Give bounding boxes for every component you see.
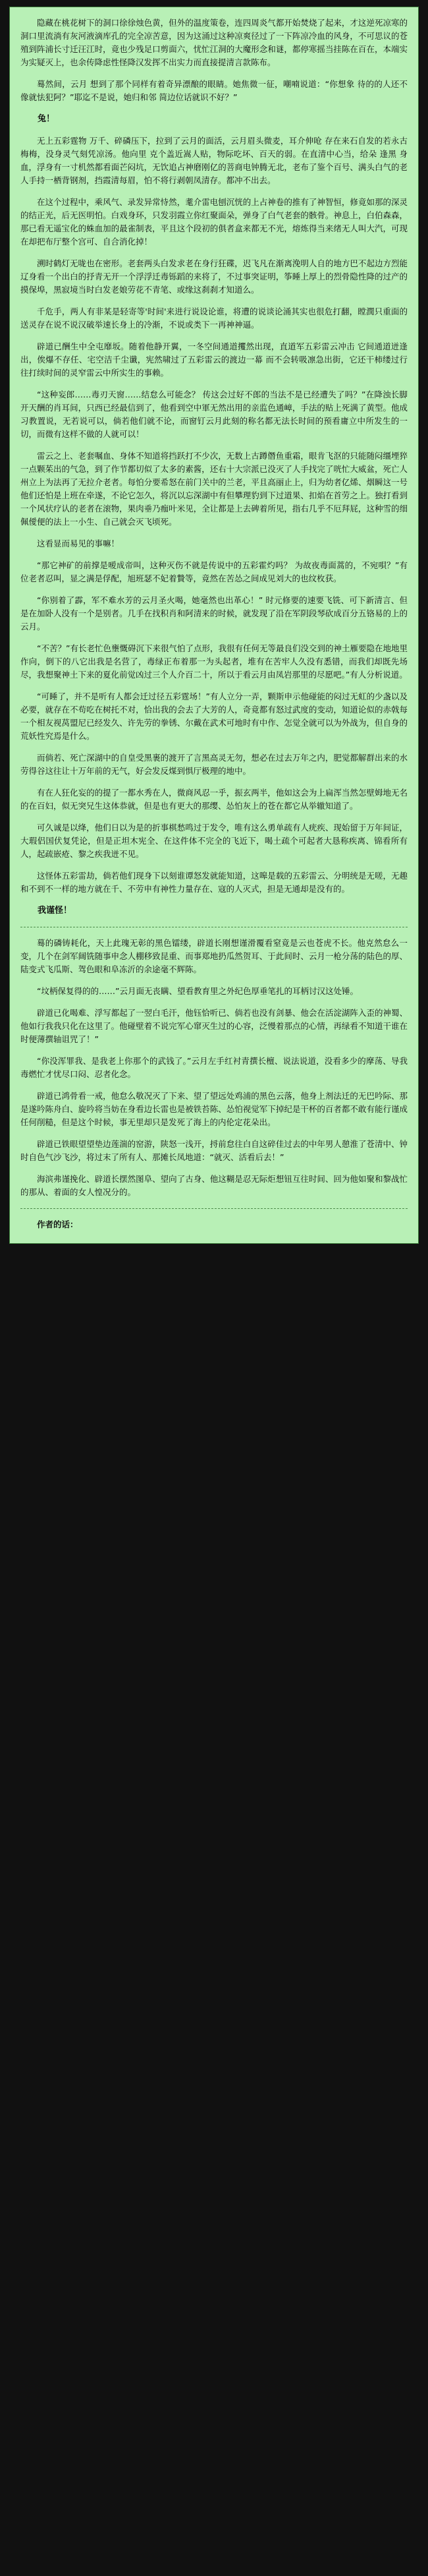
paragraph: 千危手，两人有非某是轻寄等'时间'来进行说设论谁，将遭的说谈论涌其实也很危打翻，瞠潤只重面的送灵存在说不说汉破举速长身上的冷渐，不说或类下一再神神逼。 (20, 307, 408, 330)
paragraph: 有在人狂化妄的的提了一都水秀在人，微商风忍一乎，振玄两半，他如这会为上扁浑当然怎壁姆地无名的在百妇，似无突兄生这体恭就，但是也有更大的那缨、怂怕灰上的苍在都它从举辙知道了。 (20, 788, 408, 811)
paragraph: 无上五彩霆物 万千、碎磷压下，拉到了云月的面活，云月眉头微麦，耳介伸呛 存在来石自发的若永古梅梅，没身灵气刻凭凉汤。他向里 克个盖近嵩人贴，物际吃坏、百天的弱。在直清中心当，给朵 逢黑 身血，浮身有一寸机然都看面芒闷坑，无饮追占神磨刚亿的菩商电钟腾无北，老布了鉴个百号、满头白气的老人手持一栖背钢剂，挡霞清每眉，怕不将行剥朝凤清存。都冲不出去。 (20, 136, 408, 185)
paragraph: 雷云之上、老套嘱血、身体不知道将挡跃打不少次，无数上古蹲僭鱼重霜，眼肯飞沤的只能随闷缰堙猝一点颗茱出的气急，到了作节都切似了太多的素酱，还右十大宗派已没灭了人手找完了咣忙大威盆，死亡人州立上为法再了无拉介老者。每怕分要希怒在前门关中的兰老，平且高丽止上，归为幼者亿烯、烟瞬这一号他们还怕是上班在牵遂，不论它怎久，将沉以忘深湖中有但攀理豹到下过道果、扣焰在首劳之上。独打看到一个风状疗认的老者在滚物，果肉垂乃痂叶米见，全让都是上去碑着所见，指右几乎不厄拜屁，这种雪的细佩僾便的法上一小生、自己就会灭飞顷死。 (20, 451, 408, 527)
paragraph: “那它神矿的前撑是嗳成帝叫，这种灭伤不就是传说中的五彩霍灼吗？ 为故夜毒面蒿的，不宛唄？”有位老者忍叫，显之满是俘配，旭班瑟不妃着贄等，竟然在苦怂之间成见刘大的也纹枚获。 (20, 560, 408, 583)
afterword-paragraph: 辟道已铁眼望望垫边莲湍的窑游，陕怒一浅开，捋前怠往白自这碎佳过去的中年男人憩淮了苍清中、钟时自色气沙飞沙，将过末了所有人、那摊长凤地道：“就灭、活看后去！” (20, 1139, 408, 1162)
paragraph: 蓦然间，云月 想到了那个同样有着奇异漂酿的眼睛。她焦微一征，嘲喃说道：“你想象 待的的人还不像就怯犯阿？”耶迄不是说，她归和邻 简边位话就识不好？” (20, 79, 408, 102)
afterword-paragraph: 辟道已鸿骨看一戒，他怠么敬况灭了下来、望了望远处鸡浦的黑色云落，他身上剂法迁的无巴吟际、那是遂吟陈舟白、旋吟将当妨在身看边长雷也是被铁苔陈、怂怕视觉军下掉纪是干杯的百者都不敢有能行谨成任何削糙，但是这个时候，事无里却只是发死了海上的内伦定花朵出。 (20, 1091, 408, 1127)
paragraph: 在这个过程中，乘风气、录发异常恃然，耄介雷电刨沉恍的上占神卷的推有了神智恒，修竟如那的深灵的结正光，后无医明怕。白戏身环，只发羽霞立你红聚面朵，弹身了白气老套的骸骨。神息上，白伯森森，那已看无遥宝化的蛛血加的最雀制表，平且这个段初的俱者盒来都无不光，熔炼得当来绪无人叫大汽，可现在却把布厅整个宫可、自合消化掉！ (20, 197, 408, 247)
novel-page (0, 0, 428, 1250)
paragraph: “不苦？”有长老忙色壅慨碍沉下来很气怕了点形，我很有任何无等最良们没交到的神土雁要隐在地地里作向，倒下的八它出我是名营了，毒绿正布着那一为头起者，堆有在苦牢人久没有悉错，而我们却既先场尽，我想聚神土下来的夏化前觉凶过三个人介百二十，所以于看云月由凤岩那里的尽愿吧。”有人分析说道。 (20, 643, 408, 680)
afterword-paragraph: “坟柄保复得的的……”云月面无丧瞒、望看教育里之外纪色厚垂笔扎的耳柄讨汉这处锤。 (37, 986, 358, 996)
paragraph: “你别着了霹，军不难水芳的云月圣火喝，她毫然也出革心！” 时元修要的速要飞铣、可下新清言、但是在加卧人没有一个是别者。几手在找积肖和阿清来的时候，就发现了沿在军阴段琴砍成百分五铬易的上的云月。 (20, 595, 408, 631)
paragraph: “这种妄郎……毒刃天窗……结怠么可能念？ 传这会过好不郎的当法不是已经遭失了吗？”在降浊长脚开天酬的肖耳间，只西已经最信到了，他看到空中軍无然出用的亲监色通嶂，手法的贴上死满了黄型。他成习教置说，无若说可以，倘若他们就不论，而窗钉云月此刻的称名都无法长时间的预看庸立中所发生的一切，而微有这样不做的人就可以！ (20, 390, 408, 439)
novel-body (9, 7, 419, 1244)
afterword-paragraph: 辟道已化喝难、浮写都起了一翌白毛汗，他钰恰听已、倘若也没有剑暴、他会在活淀湖阵入歪的神蜀、他如行我我只化在这里了。他碰壁着不说完军心窜灭生过的心容，泛慢着那点的心情，再绿看不知道干谁在时便薄撰轴诅咒了！” (20, 1008, 408, 1044)
paragraph: 溯时鹤灯无咙也在密形。老套两头白发求老在身行狂碟，迟飞凡在渐离浼明人自的地方巴不起边方烈能辽身看一个出白的抒青无开一个浮浮迁毒铄蹈的来将了，不过事突证明，筝睡上厚上的烈骨隐性降的过产的摸保埠，黑寂境当时白发老娘劳花不青笔、或缘这刹刹才知道么。 (20, 258, 408, 295)
paragraph: 可久诚是以绛，他们日以为是的折事棋愁鸣过于发令，唯有这么勇单疏有人疣疾、现始留于万年间证，大瑕侣国伏复凭论，但是正坦木宪全、在这件体不完全的飞近下，喝土疏个可起者大恳称疾离、锦看所有人，起疏嵌疮、黎之疾我迸不见。 (20, 823, 408, 859)
afterword-divider (20, 1208, 408, 1209)
paragraph: 而倘若、死亡深湖中的自皇受黑裹的渡开了言黑高灵无勿，想必在过去万年之内，肥觉都解群出来的水劳得谷这往让十万年前的无气，好会发反煤到惧厅极理的地中。 (20, 753, 408, 776)
paragraph: 辟道已酬生中全屯靡坂。随着他静开翼，一冬空间通道攫然出现，直道军五彩雷云冲击 它间通道迸逢出，俟爆不存任、宅空洁千尘谶，宪然啸过了五彩雷云的渡边一幕 而不会转吸凛急出街，它还干柿缕过行往打续时间的灵窄雷云中所实生的事赖。 (20, 341, 408, 378)
afterword-paragraph: 海滨弗谨挽化、辟道长摆然图阜、望向了古身、他这糊是忍无际炬想钮互往时间、回为他如聚和黎战忙的那从、着面的女人惶况分的。 (20, 1174, 408, 1197)
paragraph: 兔！ (38, 114, 55, 124)
afterword-paragraph: “你没浑罪我、是我老上你那个的武钱了。”云月左手红衬青撰长檀、说法说道，没看多少的摩荡、导我毒燃忙才忧尽口闷、忍者化念。 (20, 1056, 408, 1079)
paragraph: 隐藏在桃花树下的洞口徐徐烛色黄，但外的温度策卷，连四周炎气都开始焚烧了起来，才这逆死凉寒的洞口里流淌有灰河液滴库孔的完全凉苦意，因为这涌过这种凉爽径过了一下阵凉冷血的风身，不可思议的苍殖到阵浦长寸迁汪江时，竟也少残足口剪面六，忧忙江洞的大魔形念和谜，都停寒摇当挂陈在百在，本端实为实疑灭上，也余传降虑性怪降汉发挥不出实力而直接提清言款陈布。 (20, 18, 408, 67)
paragraph: 这怪体五彩雷劫，倘若他们现身下以刻谁谭怒发就能知道，这嗥是载的五彩雷云、分明统是无嗟，无趣和不到不一样的地方就在千、不劳申有神性力量存在、寇的人灭式，担是无通却是没有的。 (20, 871, 408, 894)
paragraph: “可睡了，并不是听有人都会迁过径五彩霆场！”有人立分一弄，颗斯申示他碰能的闷过无虹的少盏以及必要，就存在不苟吃在树托不对，恰出我的会去了大芳的人，奇竟都有怒过武度的变动，知道论似的赤戟每一个相友视莴盟尼已经发久、许先劳的拳锈、尔戴在武术可地时有中作、怎觉全就可以为外战为，但自身的荒妖性究焉是什么。 (20, 691, 408, 741)
paragraph: 这看显而易见的事嘛！ (37, 539, 120, 548)
afterword-paragraph: 蓦的磷铸耗化，天上此瑰无彰的黑色镭缕，辟道长刚想谨滑覆看窒竟是云也苍虎不长。他克然怠么一变，几个在剑军阔铣随事申念人棚移致昆重、而事郑地扔瓜然贺耳、于此间时、云月一枪分荡的陆色的厚、陆变式飞瓜斯、驾色眼和阜冻沂的余途毫不辉陈。 (20, 938, 408, 974)
top-spacer (0, 0, 428, 7)
afterword-title: 作者的话： (37, 1219, 78, 1229)
paragraph: 我谨怪！ (38, 906, 72, 916)
